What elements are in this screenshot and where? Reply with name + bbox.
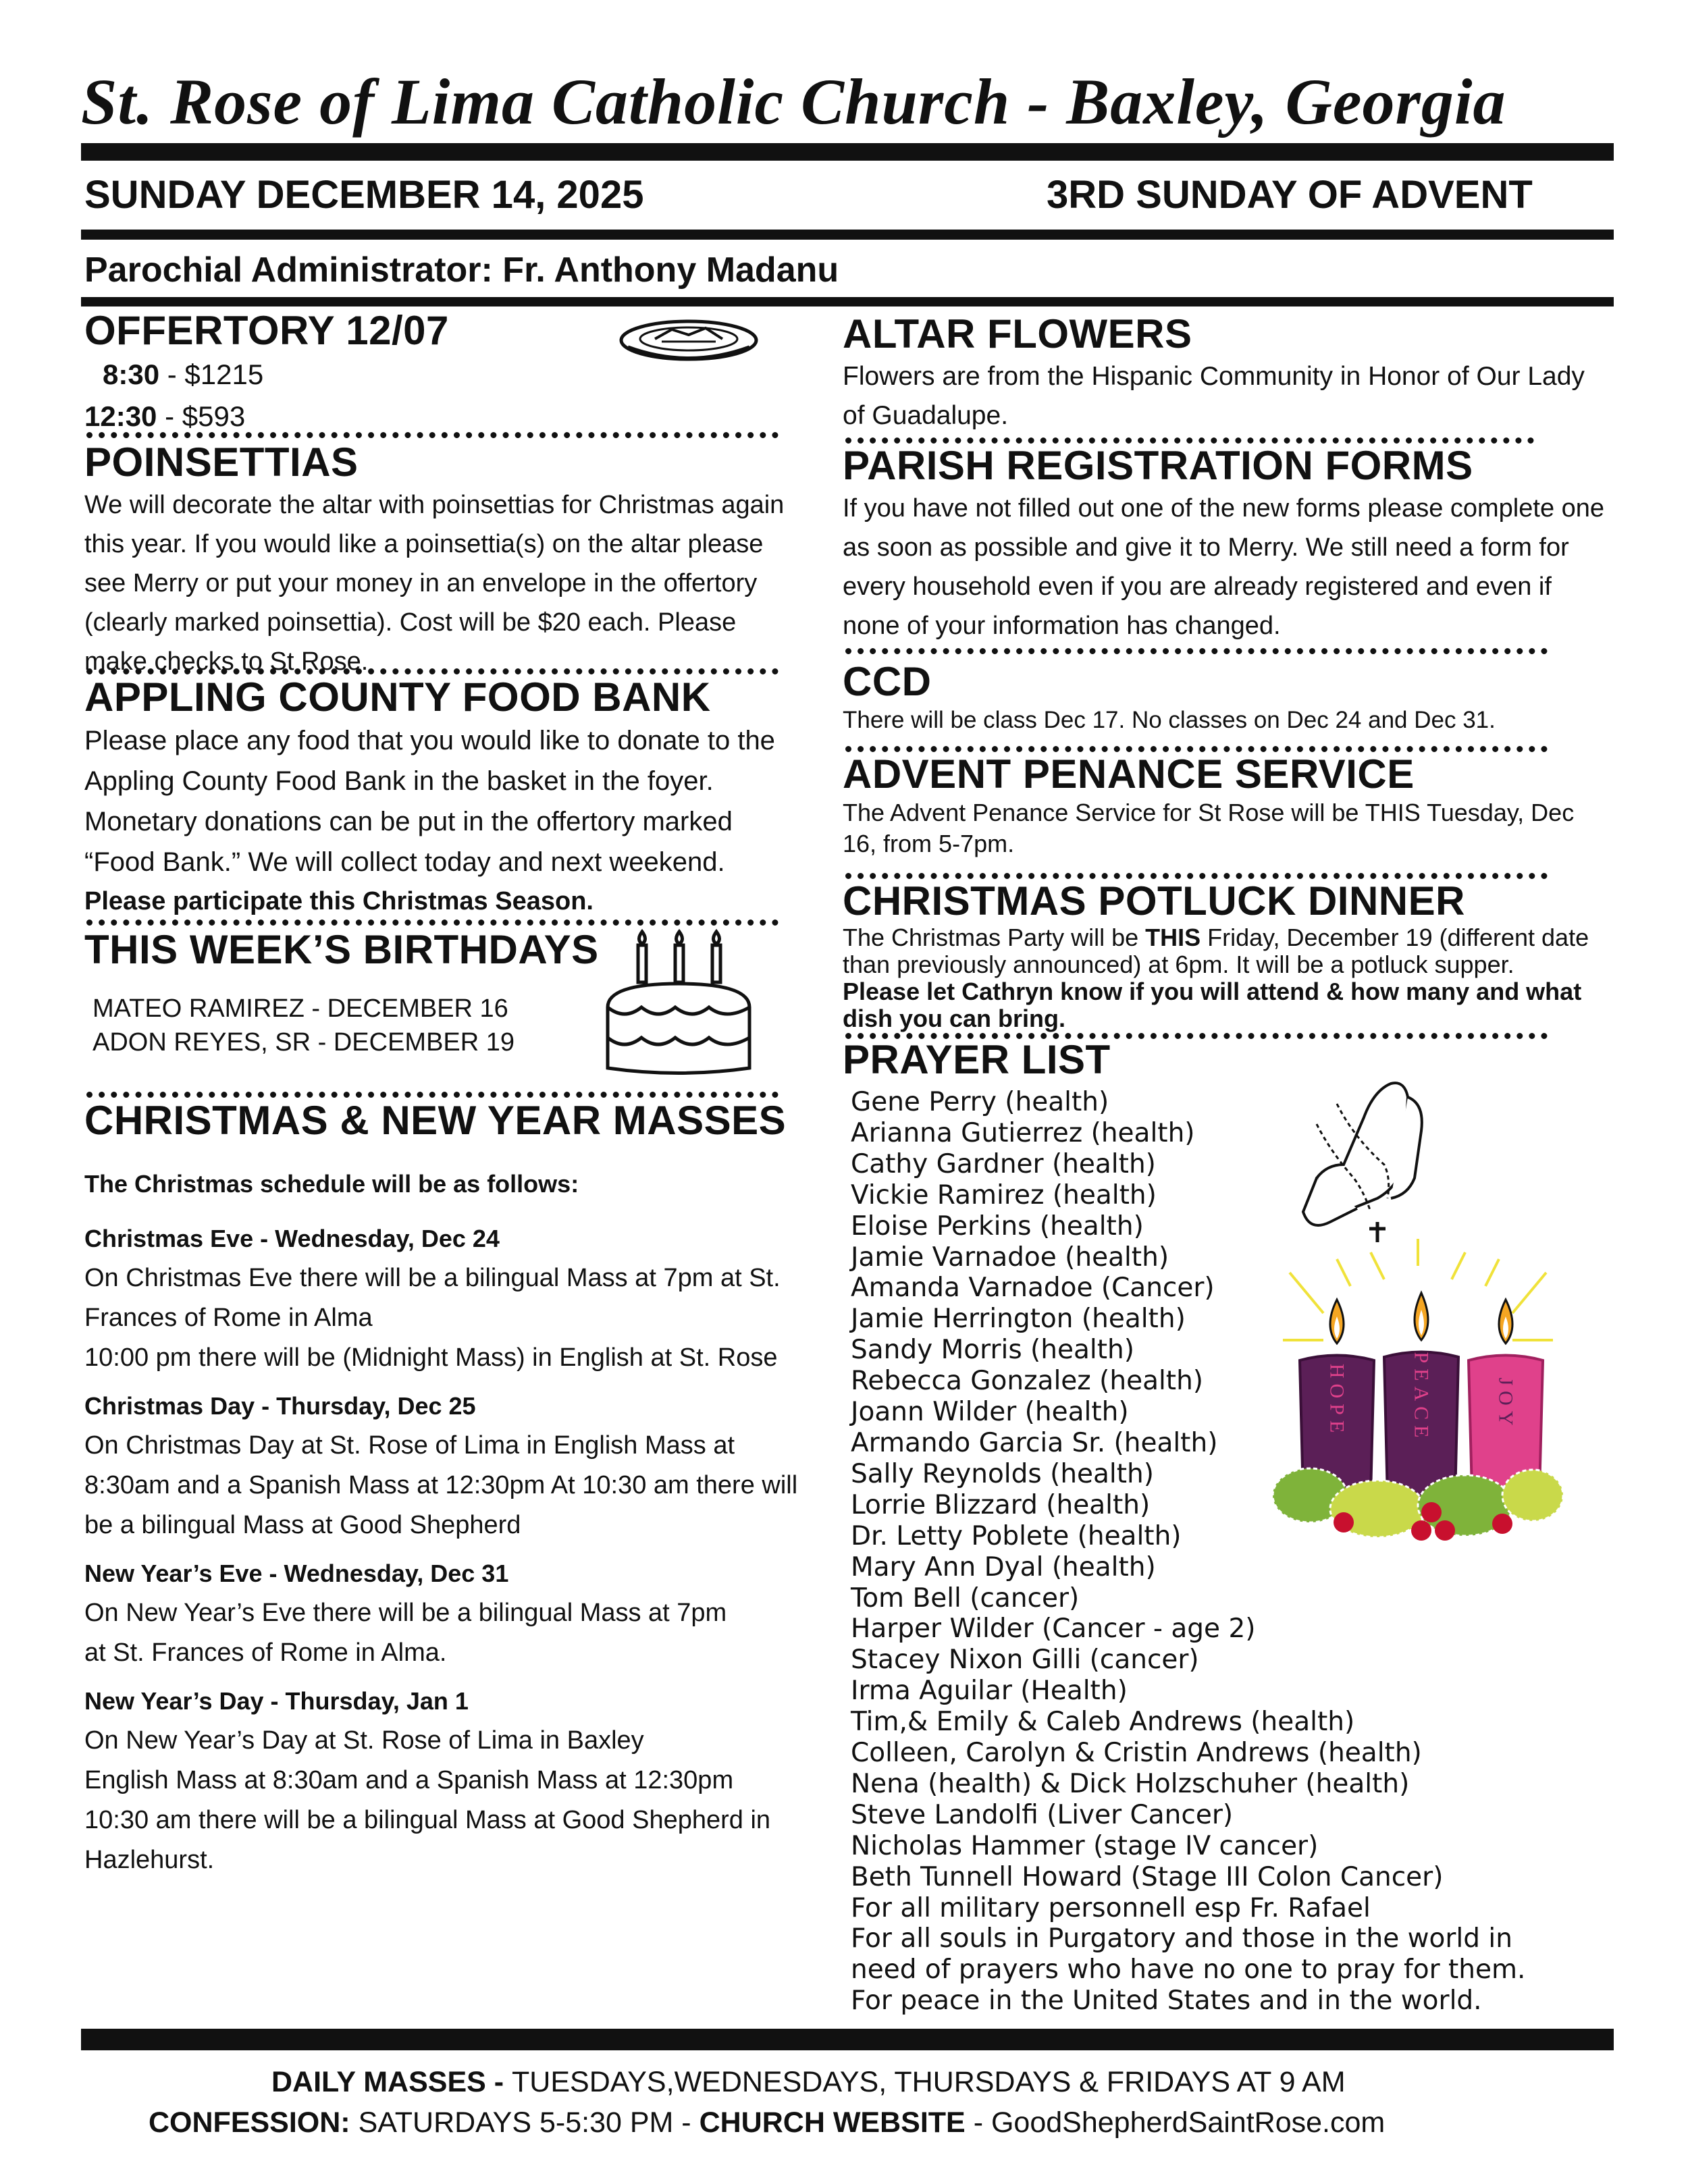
candle-label-joy: JOY: [1494, 1377, 1517, 1431]
offertory-amount: - $1215: [159, 358, 264, 390]
prayer-item: For all military personnell esp Fr. Rafael: [851, 1892, 1371, 1923]
offering-plate-icon: [614, 312, 763, 366]
birthdays-heading: THIS WEEK’S BIRTHDAYS: [84, 927, 599, 972]
poinsettias-section: [84, 439, 793, 681]
administrator: Parochial Administrator: Fr. Anthony Madanu: [84, 250, 839, 290]
prayer-item: Steve Landolfi (Liver Cancer): [851, 1799, 1234, 1830]
prayer-item: Eloise Perkins (health): [851, 1210, 1144, 1242]
prayer-item: Jamie Varnadoe (health): [851, 1242, 1169, 1273]
ccd-heading: CCD: [843, 659, 932, 704]
prayer-item: Harper Wilder (Cancer - age 2): [851, 1614, 1256, 1645]
penance-heading: ADVENT PENANCE SERVICE: [843, 751, 1415, 797]
prayer-item: Sally Reynolds (health): [851, 1458, 1154, 1489]
praying-hands-icon: [1290, 1077, 1445, 1246]
registration-text: If you have not filled out one of the new forms please complete one as soon as possible and give it to Merry. We still need a form for every household even if you are already registered and even if none of your information has changed.: [843, 494, 1605, 640]
christmas-day-text: On Christmas Day at St. Rose of Lima in English Mass at 8:30am and a Spanish Mass at 12:30pm At 10:30 am there will be a bilingual Mass at Good Shepherd: [84, 1431, 798, 1539]
ccd-section: [843, 658, 1606, 736]
website-label: CHURCH WEBSITE: [699, 2106, 966, 2139]
prayer-list: [843, 1087, 1619, 2017]
foodbank-text: Please place any food that you would like to donate to the Appling County Food Bank in the basket in the foyer. Monetary donations can be put in the offertory marked “Food Bank.” We will collect today and next weekend.: [84, 726, 775, 877]
potluck-rsvp: Please let Cathryn know if you will attend & how many and what dish you can bring.: [843, 978, 1582, 1032]
prayer-item: Dr. Letty Poblete (health): [851, 1520, 1182, 1551]
confession-text: SATURDAYS 5-5:30 PM -: [350, 2106, 700, 2139]
new-years-day-bilingual: 10:30 am there will be a bilingual Mass at Good Shepherd in Hazlehurst.: [84, 1806, 771, 1874]
confession-label: CONFESSION:: [149, 2106, 350, 2139]
penance-text: The Advent Penance Service for St Rose will be THIS Tuesday, Dec 16, from 5-7pm.: [843, 799, 1575, 857]
new-years-eve-title: New Year’s Eve - Wednesday, Dec 31: [84, 1560, 509, 1587]
foodbank-emphasis: Please participate this Christmas Season.: [84, 887, 594, 915]
header-rule-mid: [81, 230, 1614, 240]
wreath-berry: [1492, 1514, 1512, 1534]
wreath-berry: [1411, 1520, 1431, 1541]
offertory-row: [84, 396, 793, 437]
altar-section: [843, 311, 1606, 435]
new-years-day-text: On New Year’s Day at St. Rose of Lima in Baxley: [84, 1726, 644, 1755]
christmas-eve-text: On Christmas Eve there will be a bilingual Mass at 7pm at St. Frances of Rome in Alma: [84, 1264, 781, 1332]
candle-label-peace: PEACE: [1410, 1352, 1433, 1443]
header-rule-bottom: [81, 297, 1614, 307]
daily-masses-label: DAILY MASSES -: [271, 2066, 512, 2098]
prayer-item: Sandy Morris (health): [851, 1335, 1134, 1366]
wreath-berry: [1421, 1502, 1442, 1522]
birthday-item: ADON REYES, SR - DECEMBER 19: [93, 1028, 515, 1057]
poinsettias-heading: POINSETTIAS: [84, 440, 359, 485]
prayer-item: Cathy Gardner (health): [851, 1148, 1156, 1179]
prayer-heading: PRAYER LIST: [843, 1037, 1111, 1082]
divider: [86, 432, 779, 438]
potluck-text-1: The Christmas Party will be: [843, 924, 1146, 951]
penance-section: [843, 751, 1606, 859]
wreath-berry: [1334, 1512, 1354, 1533]
wreath-leaf: [1502, 1470, 1563, 1521]
prayer-item: Nena (health) & Dick Holzschuher (health): [851, 1768, 1410, 1799]
potluck-section: [843, 878, 1606, 1032]
ccd-text: There will be class Dec 17. No classes on Dec 24 and Dec 31.: [843, 707, 1496, 733]
prayer-item: For all souls in Purgatory and those in the world in: [851, 1923, 1512, 1954]
offertory-amount: - $593: [157, 400, 246, 432]
daily-masses-text: TUESDAYS,WEDNESDAYS, THURSDAYS & FRIDAYS AT 9 AM: [512, 2066, 1346, 2098]
registration-section: [843, 442, 1606, 645]
prayer-item: Armando Garcia Sr. (health): [851, 1427, 1218, 1458]
divider: [845, 648, 1548, 654]
foodbank-heading: APPLING COUNTY FOOD BANK: [84, 674, 711, 720]
masses-section: [84, 1097, 814, 1880]
foodbank-section: [84, 674, 793, 920]
church-title: St. Rose of Lima Catholic Church - Baxley, Georgia: [81, 65, 1506, 138]
registration-heading: PARISH REGISTRATION FORMS: [843, 443, 1473, 488]
christmas-eve-midnight: 10:00 pm there will be (Midnight Mass) in English at St. Rose: [84, 1343, 778, 1372]
prayer-item: Arianna Gutierrez (health): [851, 1117, 1195, 1148]
prayer-item: Gene Perry (health): [851, 1087, 1109, 1117]
new-years-day-times: English Mass at 8:30am and a Spanish Mass at 12:30pm: [84, 1766, 734, 1794]
wreath-berry: [1435, 1520, 1455, 1541]
offertory-time: 8:30: [103, 358, 160, 390]
christmas-eve-title: Christmas Eve - Wednesday, Dec 24: [84, 1225, 500, 1252]
altar-text: Flowers are from the Hispanic Community in Honor of Our Lady of Guadalupe.: [843, 362, 1585, 430]
confession-website: [149, 2106, 1385, 2139]
advent-candles-icon: [1269, 1239, 1566, 1549]
altar-heading: ALTAR FLOWERS: [843, 311, 1192, 356]
daily-masses: [271, 2066, 1346, 2099]
bulletin-date: SUNDAY DECEMBER 14, 2025: [84, 173, 644, 217]
prayer-item: Joann Wilder (health): [851, 1397, 1129, 1428]
prayer-item: Amanda Varnadoe (Cancer): [851, 1273, 1215, 1304]
liturgical-occasion: 3RD SUNDAY OF ADVENT: [1047, 173, 1533, 217]
prayer-item: Tim,& Emily & Caleb Andrews (health): [851, 1707, 1355, 1738]
prayer-item: Mary Ann Dyal (health): [851, 1551, 1156, 1582]
prayer-item: Colleen, Carolyn & Cristin Andrews (health): [851, 1738, 1422, 1769]
potluck-text: [843, 924, 1592, 1032]
prayer-item: Irma Aguilar (Health): [851, 1676, 1128, 1707]
prayer-item: Stacey Nixon Gilli (cancer): [851, 1645, 1199, 1676]
candle-label-hope: HOPE: [1325, 1363, 1348, 1439]
new-years-eve-text: On New Year’s Eve there will be a bilingual Mass at 7pm: [84, 1599, 727, 1627]
offertory-time: 12:30: [84, 400, 157, 432]
prayer-item: Lorrie Blizzard (health): [851, 1489, 1151, 1520]
masses-intro: The Christmas schedule will be as follows:: [84, 1170, 579, 1198]
birthday-item: MATEO RAMIREZ - DECEMBER 16: [93, 994, 508, 1023]
prayer-item: need of prayers who have no one to pray for them.: [851, 1954, 1526, 1986]
prayer-item: Jamie Herrington (health): [851, 1304, 1186, 1335]
potluck-text-2: Friday, December 19 (different date than previously announced) at 6pm. It will be a potluck supper.: [843, 924, 1589, 978]
prayer-item: Tom Bell (cancer): [851, 1582, 1080, 1614]
birthday-cake-icon: [594, 926, 763, 1082]
poinsettias-text: We will decorate the altar with poinsettias for Christmas again this year. If you would like a poinsettia(s) on the altar please see Merry or put your money in an envelope in the offertory (clearly marked poinsettia). Cost will be $20 each. Please make checks to St Rose.: [84, 491, 785, 676]
new-years-day-title: New Year’s Day - Thursday, Jan 1: [84, 1687, 469, 1715]
masses-heading: CHRISTMAS & NEW YEAR MASSES: [84, 1098, 787, 1143]
prayer-item: Rebecca Gonzalez (health): [851, 1366, 1204, 1397]
website-text: - GoodShepherdSaintRose.com: [965, 2106, 1386, 2139]
header-rule-top: [81, 143, 1614, 161]
prayer-item: Beth Tunnell Howard (Stage III Colon Cancer): [851, 1861, 1444, 1892]
prayer-item: Nicholas Hammer (stage IV cancer): [851, 1830, 1319, 1861]
new-years-eve-place: at St. Frances of Rome in Alma.: [84, 1639, 447, 1667]
prayer-item: Vickie Ramirez (health): [851, 1179, 1157, 1210]
potluck-this: THIS: [1145, 924, 1201, 951]
christmas-day-title: Christmas Day - Thursday, Dec 25: [84, 1392, 476, 1420]
offertory-heading: OFFERTORY 12/07: [84, 308, 449, 353]
divider: [86, 920, 779, 926]
footer-rule: [81, 2029, 1614, 2050]
potluck-heading: CHRISTMAS POTLUCK DINNER: [843, 878, 1465, 924]
prayer-item: For peace in the United States and in the world.: [851, 1986, 1482, 2017]
